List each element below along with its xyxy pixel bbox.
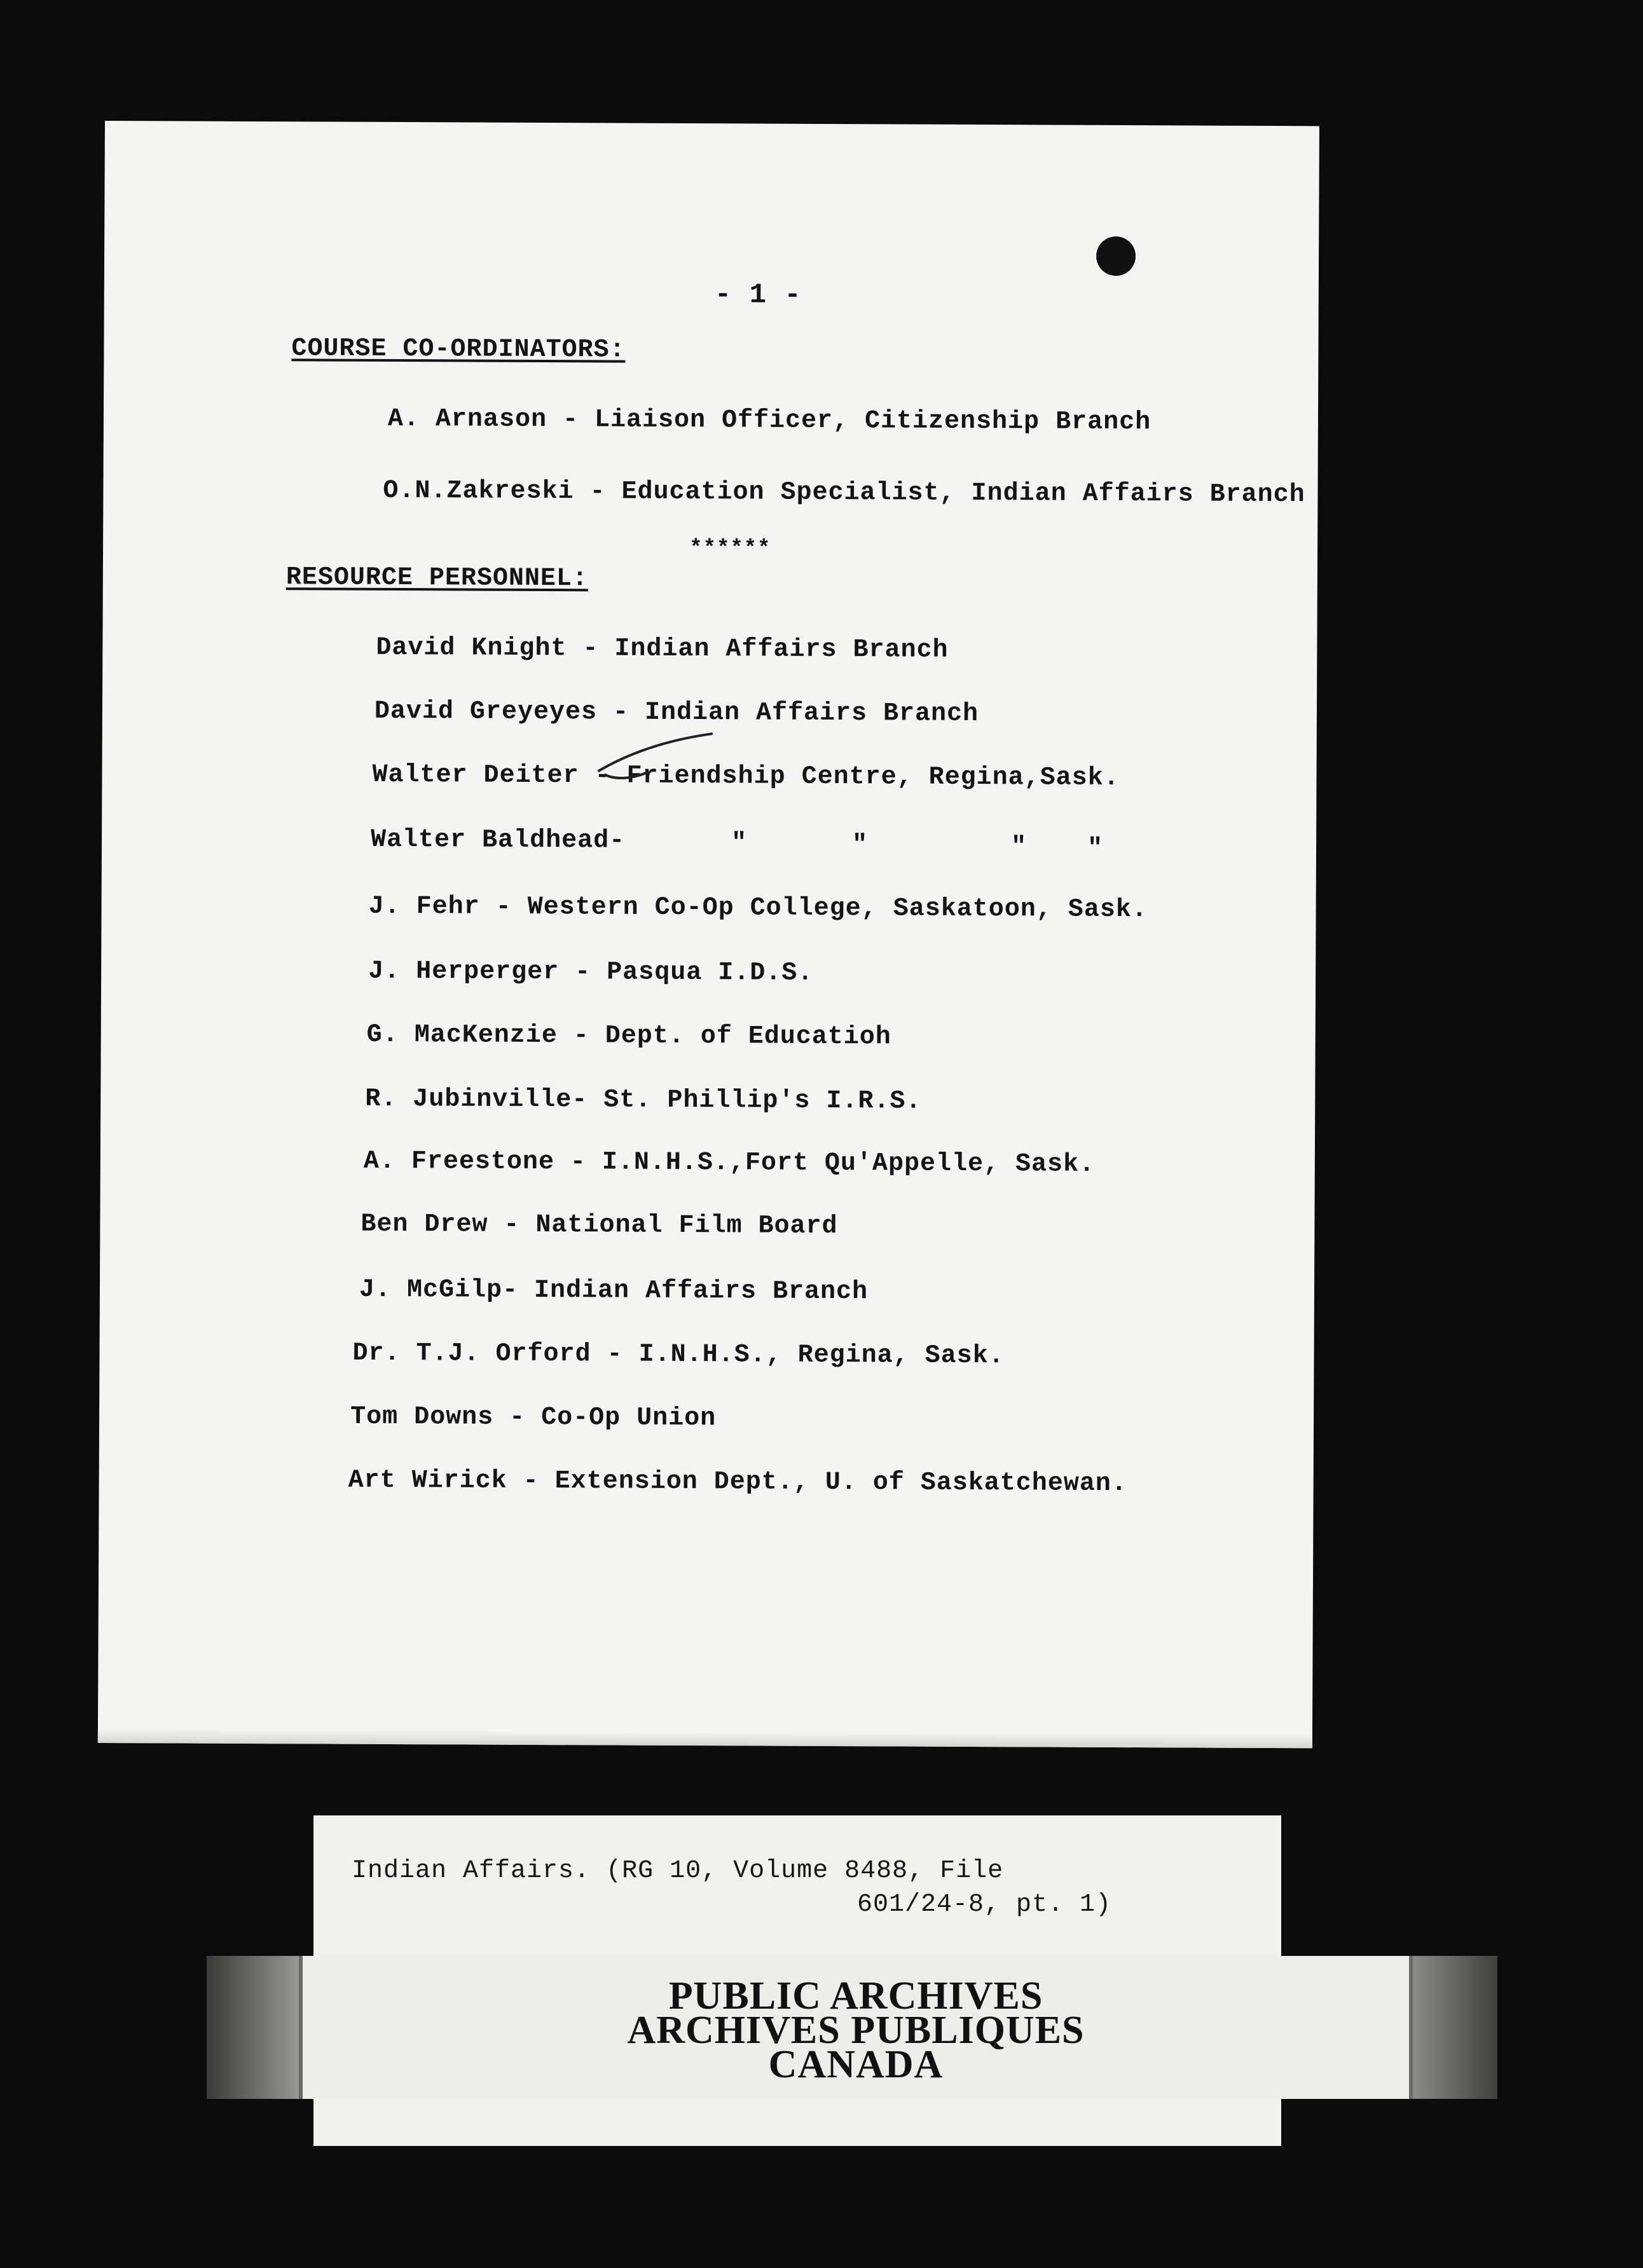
coordinators-heading: COURSE CO-ORDINATORS: [291,334,626,365]
coordinator-line: A. Arnason - Liaison Officer, Citizenship Branch [387,404,1151,437]
ditto-mark: " [731,829,747,858]
page-edge [98,1729,1312,1748]
ditto-mark: " [1087,834,1103,863]
personnel-line: R. Jubinville- St. Phillip's I.R.S. [365,1084,922,1116]
personnel-line: David Knight - Indian Affairs Branch [376,633,949,665]
archives-stamp [207,1956,1497,2099]
ditto-mark: " [851,831,868,860]
personnel-line: Ben Drew - National Film Board [361,1210,838,1241]
stamp-clip-left [207,1956,302,2099]
stamp-line-2: ARCHIVES PUBLIQUES [627,2009,1085,2052]
citation-line-1: Indian Affairs. (RG 10, Volume 8488, File [352,1857,1004,1885]
separator-stars: ****** [689,536,771,561]
pen-scribble [591,727,782,784]
ditto-mark: " [1010,833,1027,862]
personnel-line: J. Herperger - Pasqua I.D.S. [368,957,814,988]
personnel-line: Dr. T.J. Orford - I.N.H.S., Regina, Sask. [352,1339,1005,1371]
personnel-line: G. MacKenzie - Dept. of Educatioh [366,1020,891,1052]
document-page [98,121,1319,1748]
personnel-line: Walter Baldhead- [370,825,626,856]
stamp-label [299,1956,1413,2099]
stamp-line-1: PUBLIC ARCHIVES [668,1974,1043,2018]
coordinator-line: O.N.Zakreski - Education Specialist, Indian Affairs Branch [383,476,1305,510]
personnel-line: Tom Downs - Co-Op Union [350,1402,717,1433]
personnel-line: Walter Deiter - Friendship Centre, Regina,Sask. [372,760,1120,793]
personnel-line: A. Freestone - I.N.H.S.,Fort Qu'Appelle, Sask. [363,1147,1096,1179]
personnel-line: J. McGilp- Indian Affairs Branch [359,1275,869,1307]
personnel-line: David Greyeyes - Indian Affairs Branch [374,697,979,729]
ink-blot [1096,236,1136,276]
resource-heading: RESOURCE PERSONNEL: [285,563,589,594]
citation-line-2: 601/24-8, pt. 1) [857,1890,1112,1919]
page-number: - 1 - [714,279,802,311]
personnel-line: Art Wirick - Extension Dept., U. of Saskatchewan. [348,1466,1127,1499]
stamp-line-3: CANADA [768,2043,944,2086]
personnel-line: J. Fehr - Western Co-Op College, Saskatoon, Sask. [368,892,1148,925]
